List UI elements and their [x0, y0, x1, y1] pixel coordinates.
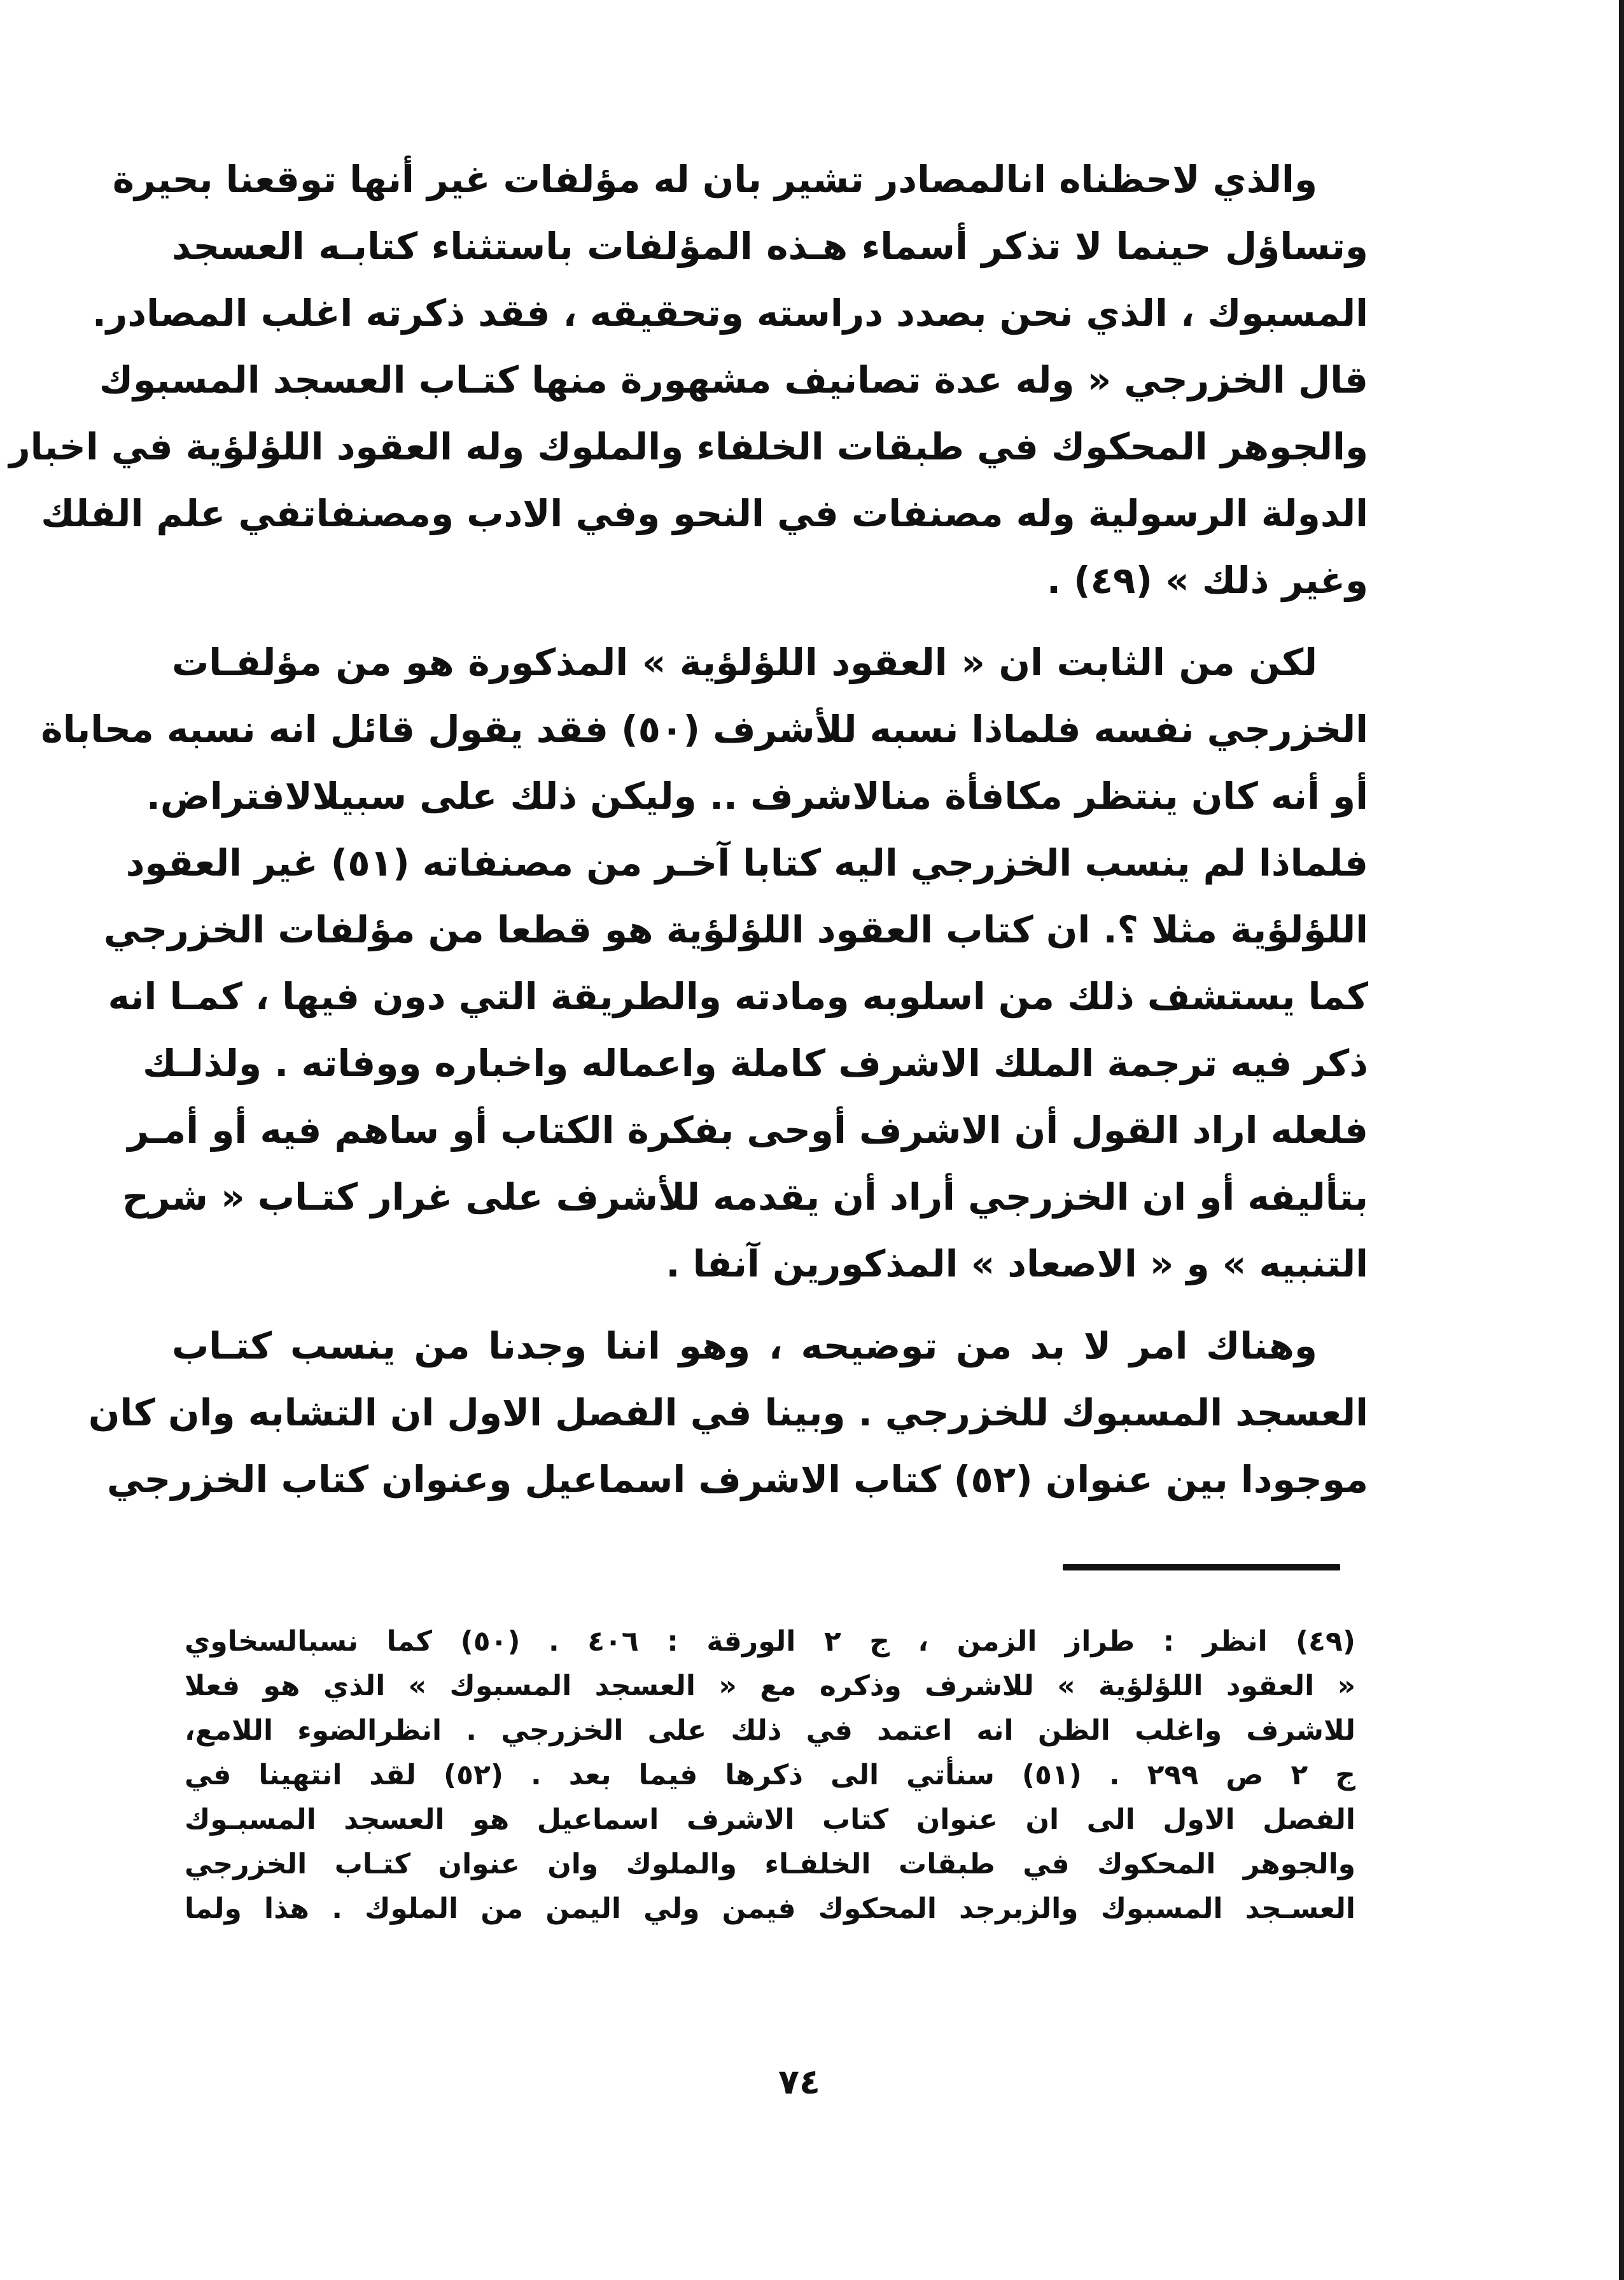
page-number: ٧٤ — [778, 2062, 820, 2102]
paragraph-3 — [88, 1313, 1368, 1513]
paragraph-1 — [9, 146, 1368, 614]
footnote-line: « العقود اللؤلؤية » للاشرف وذكره مع « العسجد المسبوك » الذي هو فعلا — [185, 1670, 1355, 1702]
footnote-line: والجوهر المحكوك في طبقات الخلفـاء والملوك وان عنوان كتـاب الخزرجي — [185, 1848, 1355, 1880]
text-line: قال الخزرجي « وله عدة تصانيف مشهورة منها كتـاب العسجد المسبوك — [99, 358, 1368, 402]
text-line: والذي لاحظناه انالمصادر تشير بان له مؤلفات غير أنها توقعنا بحيرة — [112, 158, 1317, 201]
text-line: أو أنه كان ينتظر مكافأة منالاشرف .. وليكن ذلك على سبيلالافتراض. — [146, 774, 1368, 818]
text-line: وغير ذلك » (٤٩) . — [1046, 559, 1368, 602]
text-line: التنبيه » و « الاصعاد » المذكورين آنفا . — [666, 1242, 1368, 1285]
footnote-line: ج ٢ ص ٢٩٩ . (٥١) سنأتي الى ذكرها فيما بعد . (٥٢) لقد انتهينا في — [185, 1759, 1356, 1791]
text-line: الدولة الرسولية وله مصنفات في النحو وفي الادب ومصنفاتفي علم الفلك — [41, 492, 1368, 535]
text-line: والجوهر المحكوك في طبقات الخلفاء والملوك وله العقود اللؤلؤية في اخبار — [9, 425, 1368, 468]
text-line: فلماذا لم ينسب الخزرجي اليه كتابا آخـر من مصنفاته (٥١) غير العقود — [125, 841, 1368, 885]
text-line: فلعله اراد القول أن الاشرف أوحى بفكرة الكتاب أو ساهم فيه أو أمـر — [127, 1109, 1368, 1152]
body-text — [9, 146, 1368, 1528]
text-line: العسجد المسبوك للخزرجي . وبينا في الفصل الاول ان التشابه وان كان — [88, 1391, 1368, 1434]
text-line: كما يستشف ذلك من اسلوبه ومادته والطريقة التي دون فيها ، كمـا انه — [108, 975, 1368, 1018]
text-line: ذكر فيه ترجمة الملك الاشرف كاملة واعماله واخباره ووفاته . ولذلـك — [143, 1042, 1368, 1085]
footnote-line: الفصل الاول الى ان عنوان كتاب الاشرف اسماعيل هو العسجد المسبـوك — [185, 1803, 1355, 1836]
footnotes — [185, 1619, 1355, 1931]
page-edge — [1619, 0, 1624, 2280]
footnote-line: للاشرف واغلب الظن انه اعتمد في ذلك على الخزرجي . انظرالضوء اللامع، — [185, 1714, 1355, 1747]
footnote-line: (٤٩) انظر : طراز الزمن ، ج ٢ الورقة : ٤٠٦ . (٥٠) كما نسبالسخاوي — [185, 1625, 1355, 1658]
text-line: الخزرجي نفسه فلماذا نسبه للأشرف (٥٠) فقد يقول قائل انه نسبه محاباة — [41, 708, 1368, 751]
text-line: المسبوك ، الذي نحن بصدد دراسته وتحقيقه ، فقد ذكرته اغلب المصادر. — [92, 291, 1368, 335]
text-line: وهناك امر لا بد من توضيحه ، وهو اننا وجدنا من ينسب كتـاب — [172, 1324, 1317, 1367]
footnote-separator — [1063, 1564, 1340, 1570]
text-line: بتأليفه أو ان الخزرجي أراد أن يقدمه للأشرف على غرار كتـاب « شرح — [122, 1175, 1368, 1219]
text-line: لكن من الثابت ان « العقود اللؤلؤية » المذكورة هو من مؤلفـات — [172, 641, 1317, 684]
text-line: وتساؤل حينما لا تذكر أسماء هـذه المؤلفات باستثناء كتابـه العسجد — [172, 225, 1368, 268]
text-line: اللؤلؤية مثلا ؟. ان كتاب العقود اللؤلؤية هو قطعا من مؤلفات الخزرجي — [103, 908, 1368, 951]
text-line: موجودا بين عنوان (٥٢) كتاب الاشرف اسماعيل وعنوان كتاب الخزرجي — [107, 1458, 1368, 1501]
paragraph-2 — [41, 629, 1368, 1297]
footnote-line: العسـجد المسبوك والزبرجد المحكوك فيمن ولي اليمن من الملوك . هذا ولما — [185, 1892, 1355, 1925]
